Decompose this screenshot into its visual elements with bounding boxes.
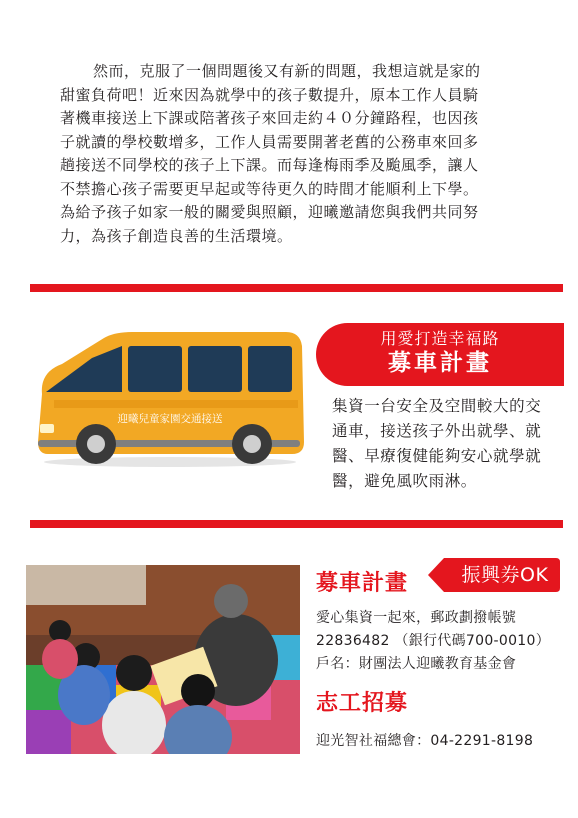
intro-line: 然而，克服了一個問題後又有新的問題，我想這就是家的 <box>93 62 481 80</box>
section-divider <box>30 520 563 528</box>
van-side-text: 迎曦兒童家園交通接送 <box>117 413 223 425</box>
volunteer-title: 志工招募 <box>316 691 409 716</box>
desc-line: 通車，接送孩子外出就學、就 <box>332 422 542 440</box>
campaign-subtitle: 用愛打造幸福路 <box>380 329 500 348</box>
intro-line: 不禁擔心孩子需要更早起或等待更久的時間才能順利上下學。 <box>60 179 479 198</box>
fundraising-title: 募車計畫 <box>316 571 409 596</box>
children-reading-photo <box>26 565 300 754</box>
donation-account-name: 戶名：財團法人迎曦教育基金會 <box>316 656 517 672</box>
desc-line: 醫、早療復健能夠安心就學就 <box>332 447 542 465</box>
intro-paragraph <box>60 60 530 248</box>
volunteer-contact: 迎光智社福總會：04-2291-8198 <box>316 733 534 749</box>
donation-account-line: 22836482 （銀行代碼700-0010） <box>316 633 551 649</box>
voucher-tag-label: 振興券OK <box>461 564 549 586</box>
desc-line: 集資一台安全及空間較大的交 <box>332 397 542 415</box>
section-divider <box>30 284 563 292</box>
donation-info-line: 愛心集資一起來，郵政劃撥帳號 <box>316 610 517 626</box>
intro-line: 著機車接送上下課或陪著孩子來回走約４０分鐘路程，也因孩 <box>60 109 479 127</box>
intro-line: 子就讀的學校數增多，工作人員需要開著老舊的公務車來回多 <box>60 132 479 151</box>
van-illustration <box>34 316 306 470</box>
intro-line: 趟接送不同學校的孩子上下課。而每逢梅雨季及颱風季，讓人 <box>60 156 479 174</box>
intro-line: 力，為孩子創造良善的生活環境。 <box>60 226 293 245</box>
desc-line: 醫，避免風吹雨淋。 <box>332 472 477 490</box>
intro-line: 甜蜜負荷吧！近來因為就學中的孩子數提升，原本工作人員騎 <box>60 85 479 104</box>
campaign-title: 募車計畫 <box>388 350 492 376</box>
campaign-banner <box>316 323 564 386</box>
campaign-description <box>332 394 564 494</box>
intro-line: 為給予孩子如家一般的關愛與照顧，迎曦邀請您與我們共同努 <box>60 203 479 221</box>
